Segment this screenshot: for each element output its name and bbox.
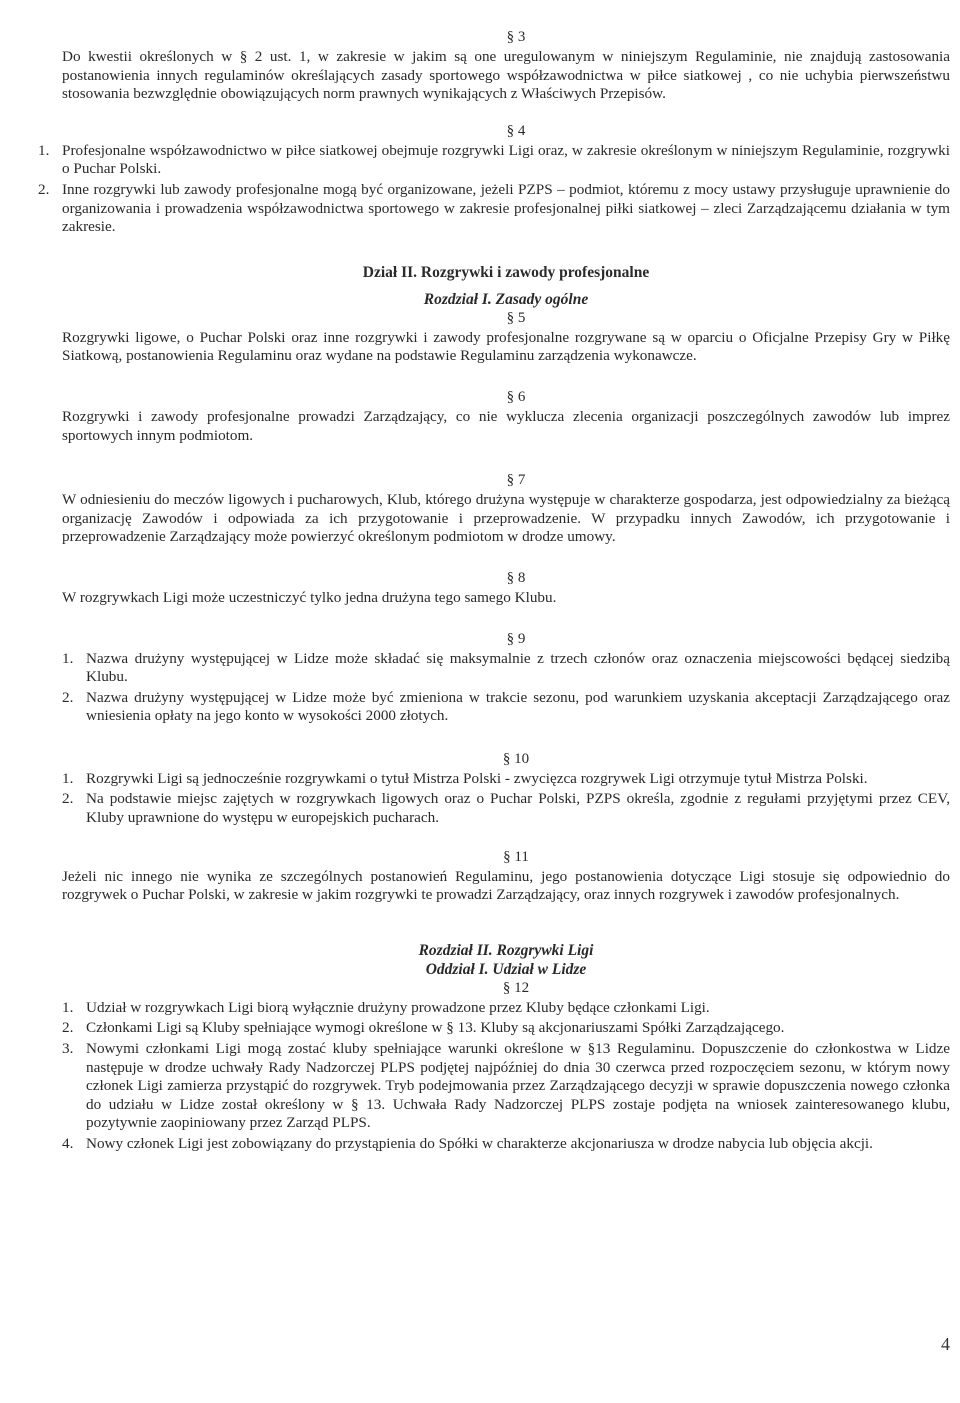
section-8: [62, 569, 950, 608]
numbered-list: [62, 770, 950, 828]
numbered-list: [62, 650, 950, 726]
section-3: [62, 28, 950, 104]
paragraph: Rozgrywki i zawody profesjonalne prowadzi Zarządzający, co nie wyklucza zlecenia organizacji poszczególnych zawodów lub imprez sportowych innym podmiotom.: [62, 407, 950, 444]
list-item: 1. Udział w rozgrywkach Ligi biorą wyłącznie drużyny prowadzone przez Kluby będące członkami Ligi.: [62, 998, 710, 1016]
paragraph: Jeżeli nic innego nie wynika ze szczególnych postanowień Regulaminu, jego postanowienia dotyczące Ligi stosuje się odpowiednio do rozgrywek o Puchar Polski, w zakresie w jakim rozgrywki te prowadzi Zarządzający, oraz innych rozgrywek i zawodów profesjonalnych.: [62, 867, 950, 904]
section-sign: § 8: [506, 569, 526, 586]
section-sign: § 5: [506, 309, 526, 326]
section-sign: § 10: [502, 750, 530, 767]
list-item: 2. Członkami Ligi są Kluby spełniające wymogi określone w § 13. Kluby są akcjonariuszami Spółki Zarządzającego.: [62, 1019, 785, 1037]
dzial-heading: Dział II. Rozgrywki i zawody profesjonalne: [362, 263, 650, 281]
rozdzial-heading: Rozdział I. Zasady ogólne: [423, 290, 589, 308]
section-sign: § 4: [506, 122, 526, 139]
list-item: 1. Rozgrywki Ligi są jednocześnie rozgrywkami o tytuł Mistrza Polski - zwycięzca rozgrywek Ligi otrzymuje tytuł Mistrza Polski.: [62, 769, 868, 787]
section-sign: § 12: [502, 979, 530, 996]
section-sign: § 11: [503, 848, 529, 865]
paragraph: Rozgrywki ligowe, o Puchar Polski oraz inne rozgrywki i zawody profesjonalne rozgrywane są w oparciu o Oficjalne Przepisy Gry w Piłkę Siatkową, postanowienia Regulaminu oraz wydane na podstawie Regulaminu zarządzenia wykonawcze.: [62, 328, 950, 365]
section-10: [62, 750, 950, 828]
list-item: 2. Nazwa drużyny występującej w Lidze może być zmieniona w trakcie sezonu, pod warunkiem uzyskania akceptacji Zarządzającego oraz wniesienia opłaty na jego konto w wysokości 2000 złotych.: [62, 688, 950, 725]
section-sign: § 6: [506, 388, 526, 405]
rozdzial-heading: Rozdział II. Rozgrywki Ligi: [418, 941, 594, 959]
oddzial-heading: Oddział I. Udział w Lidze: [425, 960, 587, 978]
numbered-list: [62, 999, 950, 1154]
list-item: 4. Nowy członek Ligi jest zobowiązany do przystąpienia do Spółki w charakterze akcjonariusza w drodze nabycia lub objęcia akcji.: [62, 1135, 873, 1152]
list-item: 2. Na podstawie miejsc zajętych w rozgrywkach ligowych oraz o Puchar Polski, PZPS określa, zgodnie z regułami przyjętymi przez CEV, Kluby uprawnione do występu w europejskich pucharach.: [62, 790, 950, 827]
list-item: 3. Nowymi członkami Ligi mogą zostać kluby spełniające warunki określone w §13 Regulaminu. Dopuszczenie do członkostwa w Lidze następuje w drodze uchwały Rady Nadzorczej PLPS podjętej najpóźniej do dnia 30 czerwca przed rozpoczęciem sezonu, w którym nowy członek Ligi zamierza przystąpić do rozgrywek. Tryb podejmowania przez Zarządzającego decyzji w sprawie dopuszczenia nowego członka do udziału w Lidze został określony w § 13. Uchwała Rady Nadzorczej PLPS zostaje podjęta na wniosek zainteresowanego klubu, pozytywnie zaopiniowany przez Zarząd PLPS.: [62, 1040, 950, 1132]
section-4: [38, 122, 950, 237]
document-page: [38, 28, 950, 1156]
section-sign: § 3: [506, 29, 526, 45]
numbered-list: [38, 142, 950, 237]
paragraph: Do kwestii określonych w § 2 ust. 1, w zakresie w jakim są one uregulowanym w niniejszym Regulaminie, nie znajdują zastosowania postanowienia innych regulaminów określających zasady sportowego współzawodnictwa w piłce siatkowej , co nie uchybia pierwszeństwu stosowania bezwzględnie obowiązujących norm prawnych wynikających z Właściwych Przepisów.: [62, 48, 950, 103]
list-item: 1. Nazwa drużyny występującej w Lidze może składać się maksymalnie z trzech członów oraz oznaczenia miejscowości będącej siedzibą Klubu.: [62, 649, 950, 686]
section-6: [62, 388, 950, 445]
section-12: [62, 941, 950, 1154]
list-item: 1. Profesjonalne współzawodnictwo w piłce siatkowej obejmuje rozgrywki Ligi oraz, w zakresie określonym w niniejszym Regulaminie, rozgrywki o Puchar Polski.: [38, 141, 950, 178]
section-11: [62, 848, 950, 905]
section-5: [62, 263, 950, 366]
section-7: [62, 471, 950, 547]
page-number: 4: [941, 1334, 950, 1354]
section-sign: § 9: [506, 630, 526, 647]
paragraph: W odniesieniu do meczów ligowych i pucharowych, Klub, którego drużyna występuje w charakterze gospodarza, jest odpowiedzialny za bieżącą organizację Zawodów i odpowiada za ich przygotowanie i przeprowadzenie. W przypadku innych Zawodów, ich przygotowanie i przeprowadzenie Zarządzający może powierzyć określonym podmiotom w drodze umowy.: [62, 491, 950, 546]
section-9: [62, 630, 950, 726]
list-item: 2. Inne rozgrywki lub zawody profesjonalne mogą być organizowane, jeżeli PZPS – podmiot, któremu z mocy ustawy przysługuje uprawnienie do organizowania i prowadzenia współzawodnictwa sportowego w zakresie profesjonalnej piłki siatkowej – zleci Zarządzającemu działania w tym zakresie.: [38, 180, 950, 236]
paragraph: W rozgrywkach Ligi może uczestniczyć tylko jedna drużyna tego samego Klubu.: [62, 588, 557, 606]
section-sign: § 7: [506, 472, 526, 489]
